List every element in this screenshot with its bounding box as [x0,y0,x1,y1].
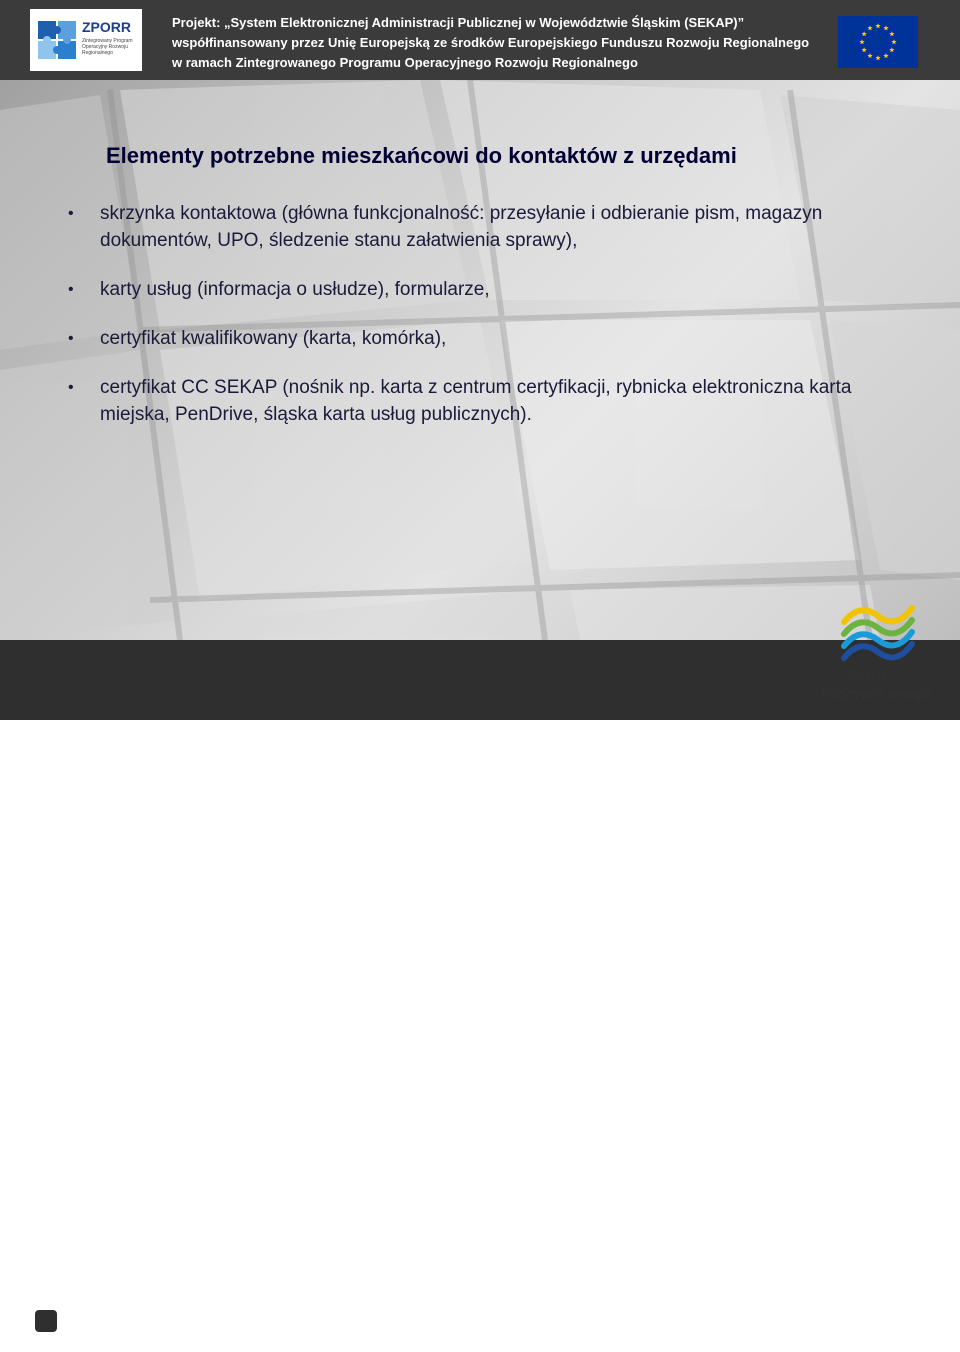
zporr-logo-text: ZPORR [82,19,131,35]
list-item [62,325,882,352]
contact-info-line: e-mail: scsi@e-slask.pl; www.e-slask.pl. [368,1335,606,1349]
list-item-text: certyfikat CC SEKAP (nośnik np. karta z centrum certyfikacji, rybnicka elektroniczna karta miejska, PenDrive, śląska karta usług publicznych). [100,377,852,425]
scsi-logo-icon [26,1295,196,1347]
list-item-text: karty usług (informacja o usłudze), formularze, [100,279,490,300]
slaskie-waves-icon [838,596,918,664]
bullet-point: • [68,281,74,298]
list-item [62,374,882,428]
list-item-text: certyfikat kwalifikowany (karta, komórka), [100,328,447,349]
slide-title: Elementy potrzebne mieszkańcowi do kontaktów z urzędami [106,143,737,168]
bullet-point: • [68,379,74,396]
project-info [172,13,822,73]
contact-info-line: 40-032 Katowice, tel.: 032 774 03 18, tel./fax.: 032 774 01 73, [311,1315,663,1329]
puzzle-logo-icon [36,19,78,61]
slaskie-logo [806,596,946,708]
bullet-point: • [68,205,74,222]
slaskie-tagline: Pozytywna energia [821,686,931,701]
bullet-point: • [68,330,74,347]
zporr-logo [30,9,142,71]
project-info-line: Projekt: „System Elektronicznej Administracji Publicznej w Województwie Śląskim (SEKAP)” [172,15,745,30]
bullet-list [62,200,882,450]
contact-info [222,1292,752,1352]
header-bar [0,0,960,80]
slaskie-name: Śląskie. [846,668,892,683]
contact-info-line: Śląskie Centrum Społeczeństwa Informacyjnego, ul. Henryka Dąbrowskiego 23, [251,1295,723,1309]
scsi-logo-text: ŚCSI [74,1304,163,1346]
project-info-line: w ramach Zintegrowanego Programu Operacyjnego Rozwoju Regionalnego [172,55,638,70]
list-item [62,276,882,303]
list-item-text: skrzynka kontaktowa (główna funkcjonalność: przesyłanie i odbieranie pism, magazyn dokumentów, UPO, śledzenie stanu załatwienia sprawy), [100,203,823,251]
list-item [62,200,882,254]
eu-flag-icon [838,16,918,68]
zporr-logo-subtext: Zintegrowany Program Operacyjny Rozwoju Regionalnego [82,38,133,56]
project-info-line: współfinansowany przez Unię Europejską ze środków Europejskiego Funduszu Rozwoju Regionalnego [172,35,810,50]
